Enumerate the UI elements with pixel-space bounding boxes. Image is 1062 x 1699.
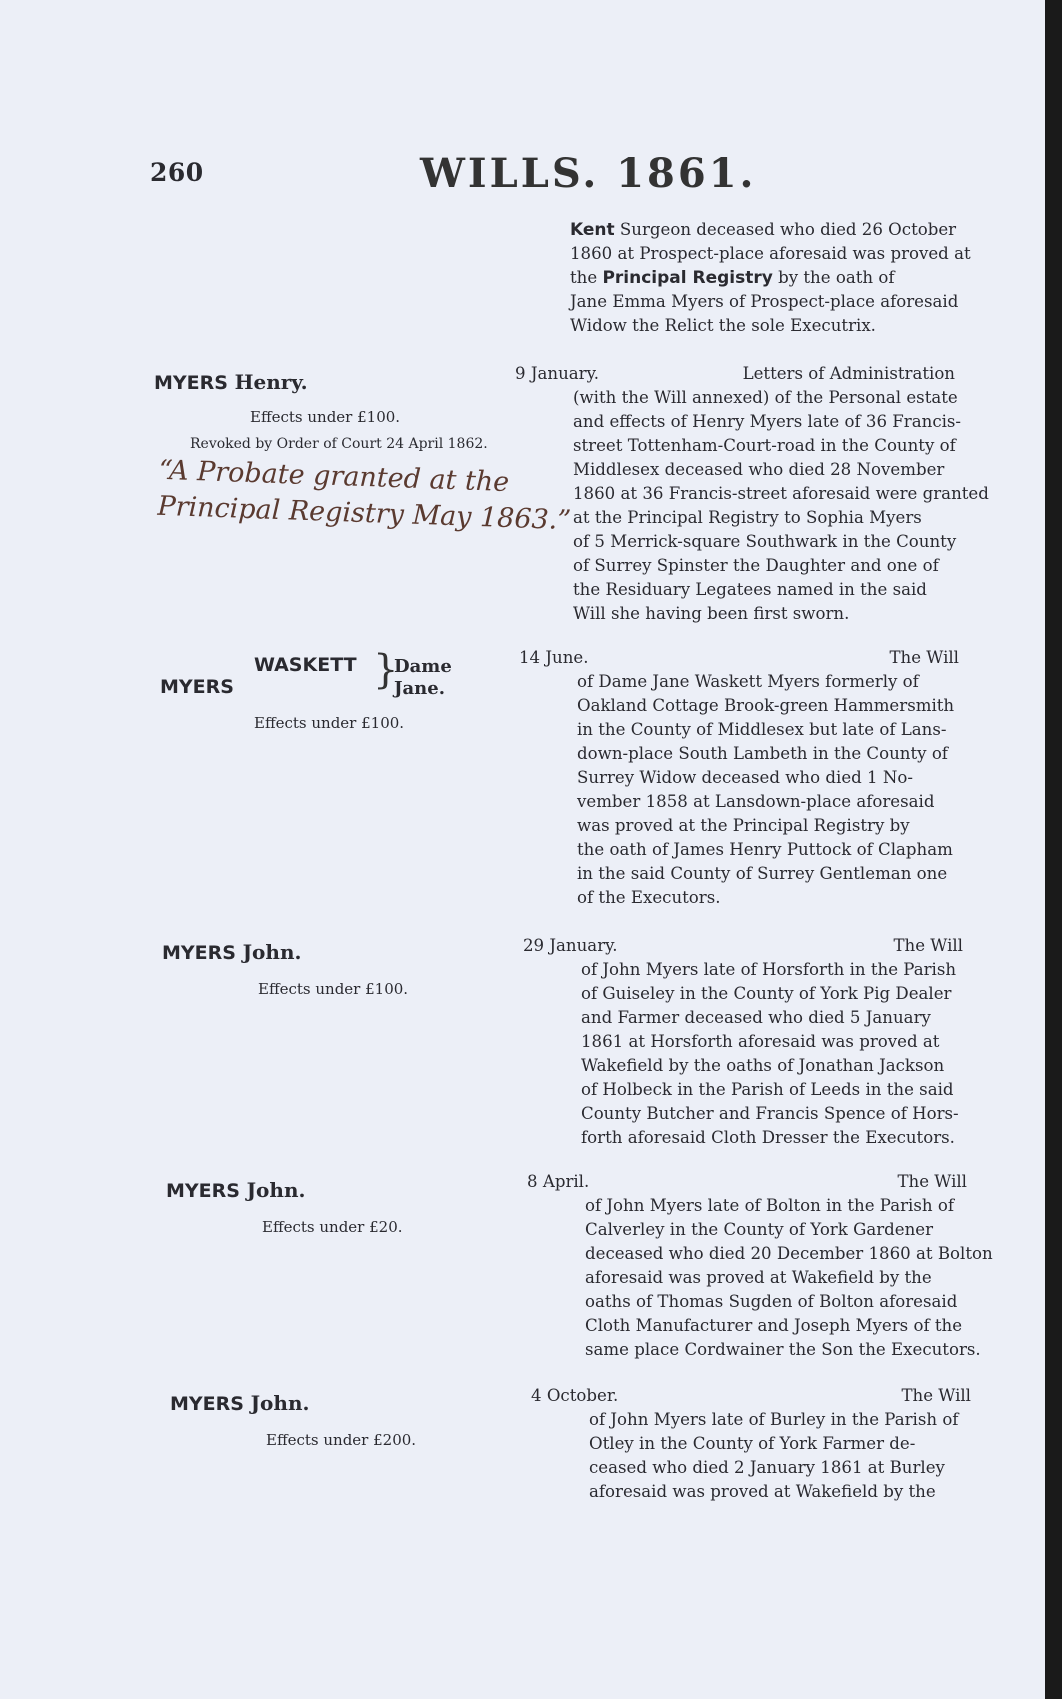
entry-body: of John Myers late of Bolton in the Parish of Calverley in the County of York Gardener deceased who died 20 December 1860 at Bolton aforesaid was proved at Wakefield by the oaths of Thomas Sugden of Bolton aforesaid Cloth Manufacturer and Joseph Myers of the same place Cordwainer the Son the Executors.: [585, 1196, 993, 1359]
entry-effects: Effects under £100.: [254, 714, 405, 732]
entry-date-line: 14 June. The Will: [519, 648, 959, 667]
entry-effects: Effects under £20.: [262, 1218, 403, 1236]
continuation-line: 1860 at Prospect-place aforesaid was proved at: [570, 244, 971, 263]
entry-middle-name: WASKETT: [254, 654, 357, 676]
entry-date-line: 8 April. The Will: [527, 1172, 967, 1191]
continuation-line: the Principal Registry by the oath of: [570, 268, 895, 288]
page-title: WILLS. 1861.: [420, 150, 757, 197]
continuation-line: Kent Surgeon deceased who died 26 October: [570, 220, 957, 240]
entry-date-line: 4 October. The Will: [531, 1386, 971, 1405]
entry-name: MYERS John.: [162, 940, 302, 964]
continuation-paragraph: [570, 218, 971, 338]
entry-given-names: Dame Jane.: [394, 656, 452, 699]
entry-paragraph: [515, 362, 989, 626]
entry-body: of Dame Jane Waskett Myers formerly of Oakland Cottage Brook-green Hammersmith in the County of Middlesex but late of Lans- down-place South Lambeth in the County of Surrey Widow deceased who died 1 No- vember 1858 at Lansdown-place aforesaid was proved at the Principal Registry by the oath of James Henry Puttock of Clapham in the said County of Surrey Gentleman one of the Executors.: [577, 672, 955, 907]
entry-revocation-note: Revoked by Order of Court 24 April 1862.: [190, 436, 488, 452]
brace-glyph: }: [373, 647, 399, 693]
entry-effects: Effects under £100.: [258, 980, 409, 998]
page-number: 260: [150, 158, 204, 187]
entry-date-line: 29 January. The Will: [523, 936, 963, 955]
entry-body: of John Myers late of Horsforth in the Parish of Guiseley in the County of York Pig Dealer and Farmer deceased who died 5 January 1861 at Horsforth aforesaid was proved at Wakefield by the oaths of Jonathan Jackson of Holbeck in the Parish of Leeds in the said County Butcher and Francis Spence of Hors- forth aforesaid Cloth Dresser the Executors.: [581, 960, 959, 1147]
entry-paragraph: [531, 1384, 971, 1504]
entry-effects: Effects under £200.: [266, 1431, 417, 1449]
entry-paragraph: [523, 934, 963, 1150]
continuation-line: Widow the Relict the sole Executrix.: [570, 316, 876, 335]
entry-body: of John Myers late of Burley in the Parish of Otley in the County of York Farmer de- ceased who died 2 January 1861 at Burley aforesaid was proved at Wakefield by the: [589, 1410, 959, 1501]
entry-name: MYERS John.: [170, 1391, 310, 1415]
entry-paragraph: [519, 646, 959, 910]
entry-effects: Effects under £100.: [250, 408, 401, 426]
entry-paragraph: [527, 1170, 993, 1362]
entry-body: (with the Will annexed) of the Personal estate and effects of Henry Myers late of 36 Francis- street Tottenham-Court-road in the County of Middlesex deceased who died 28 November 1860 at 36 Francis-street aforesaid were granted at the Principal Registry to Sophia Myers of 5 Merrick-square Southwark in the County of Surrey Spinster the Daughter and one of the Residuary Legatees named in the said Will she having been first sworn.: [573, 388, 989, 623]
entry-name: MYERS Henry.: [154, 370, 308, 394]
entry-surname: MYERS: [160, 676, 234, 698]
handwritten-annotation: “A Probate granted at the Principal Registry May 1863.”: [156, 454, 572, 537]
continuation-line: Jane Emma Myers of Prospect-place aforesaid: [570, 292, 959, 311]
entry-date-line: 9 January. Letters of Administration: [515, 364, 955, 383]
entry-name: MYERS John.: [166, 1178, 306, 1202]
